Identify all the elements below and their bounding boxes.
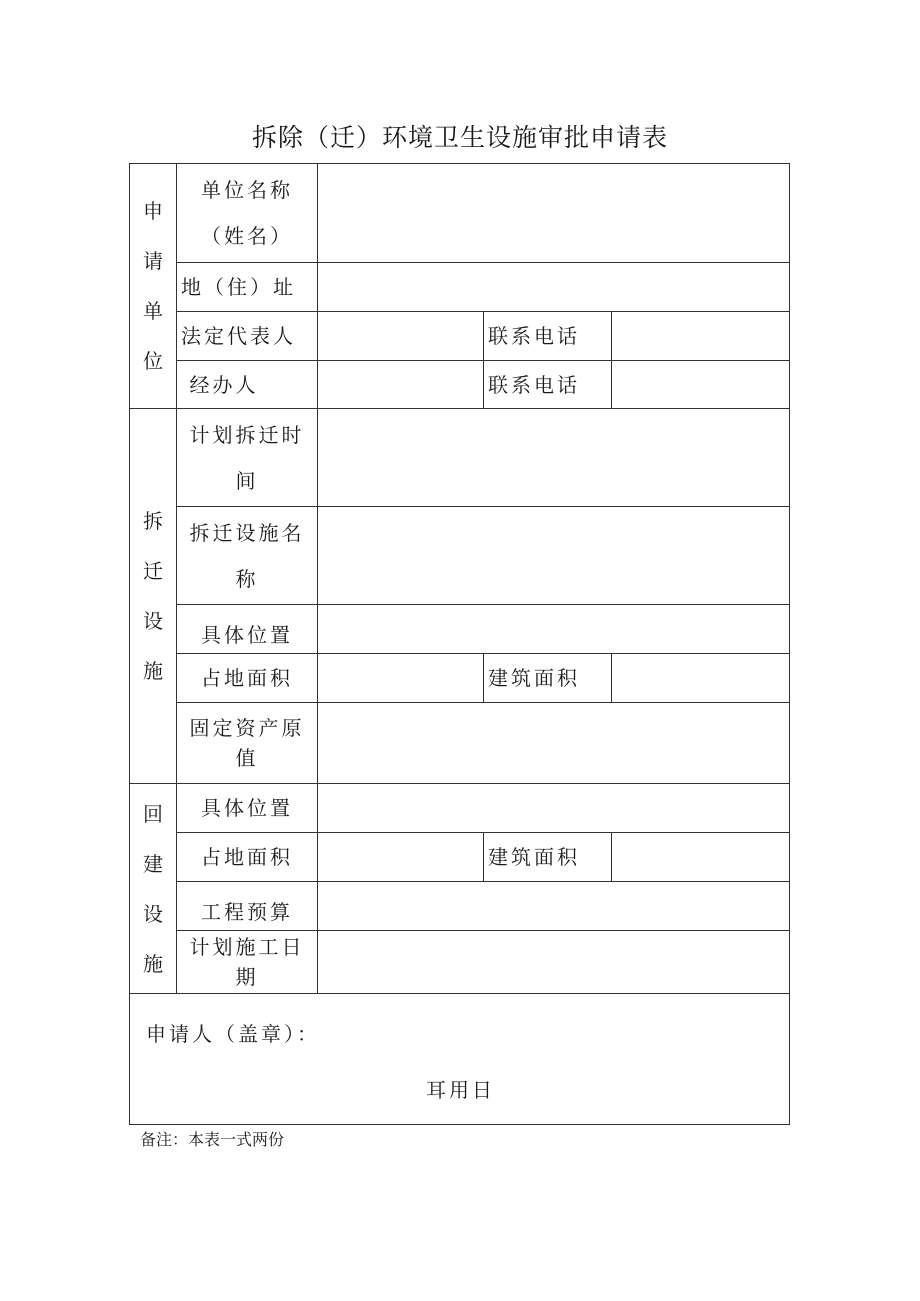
application-form (129, 163, 790, 1125)
unit-name-label: 单位名称（姓名） (177, 164, 318, 263)
section-header-char: 施 (143, 659, 163, 683)
phone-field[interactable] (612, 312, 789, 361)
rebuild-building-area-field[interactable] (612, 833, 789, 882)
section-header-char: 请 (143, 249, 163, 273)
budget-field[interactable] (318, 882, 789, 931)
signature-block[interactable] (130, 994, 789, 1124)
section-header-char: 迁 (143, 559, 163, 583)
section-header-char: 施 (143, 951, 163, 976)
section-header-demolition (130, 409, 177, 784)
building-area-field[interactable] (612, 654, 789, 703)
rebuild-land-area-label: 占地面积 (177, 833, 318, 882)
section-header-rebuild (130, 784, 177, 994)
rebuild-location-label: 具体位置 (177, 784, 318, 833)
section-header-char: 位 (143, 349, 163, 373)
section-header-char: 回 (143, 801, 163, 826)
planned-time-label: 计划拆迁时间 (177, 409, 318, 507)
facility-name-field[interactable] (318, 507, 789, 605)
land-area-field[interactable] (318, 654, 484, 703)
applicant-seal-label: 申请人（盖章）： (146, 1022, 320, 1046)
signature-date: 耳用日 (426, 1078, 495, 1102)
legal-rep-label: 法定代表人 (177, 312, 318, 361)
location-field[interactable] (318, 605, 789, 654)
rebuild-building-area-label: 建筑面积 (484, 833, 612, 882)
section-header-char: 设 (143, 901, 163, 926)
facility-name-label: 拆迁设施名称 (177, 507, 318, 605)
section-header-char: 设 (143, 609, 163, 633)
asset-value-label: 固定资产原值 (177, 703, 318, 784)
section-header-applicant (130, 164, 177, 409)
section-header-char: 拆 (143, 509, 163, 533)
rebuild-land-area-field[interactable] (318, 833, 484, 882)
legal-rep-field[interactable] (318, 312, 484, 361)
rebuild-location-field[interactable] (318, 784, 789, 833)
section-header-char: 申 (143, 199, 163, 223)
budget-label: 工程预算 (177, 882, 318, 931)
building-area-label: 建筑面积 (484, 654, 612, 703)
planned-time-field[interactable] (318, 409, 789, 507)
unit-name-field[interactable] (318, 164, 789, 263)
construction-date-label: 计划施工日期 (177, 931, 318, 994)
section-header-char: 建 (143, 851, 163, 876)
handler-field[interactable] (318, 361, 484, 409)
phone-label: 联系电话 (484, 361, 612, 409)
section-header-char: 单 (143, 299, 163, 323)
location-label: 具体位置 (177, 605, 318, 654)
land-area-label: 占地面积 (177, 654, 318, 703)
asset-value-field[interactable] (318, 703, 789, 784)
footnote: 备注：本表一式两份 (140, 1130, 285, 1149)
phone-field[interactable] (612, 361, 789, 409)
address-label: 地（住）址 (177, 263, 318, 312)
construction-date-field[interactable] (318, 931, 789, 994)
address-field[interactable] (318, 263, 789, 312)
phone-label: 联系电话 (484, 312, 612, 361)
handler-label: 经办人 (177, 361, 318, 409)
form-title: 拆除（迁）环境卫生设施审批申请表 (251, 123, 668, 152)
